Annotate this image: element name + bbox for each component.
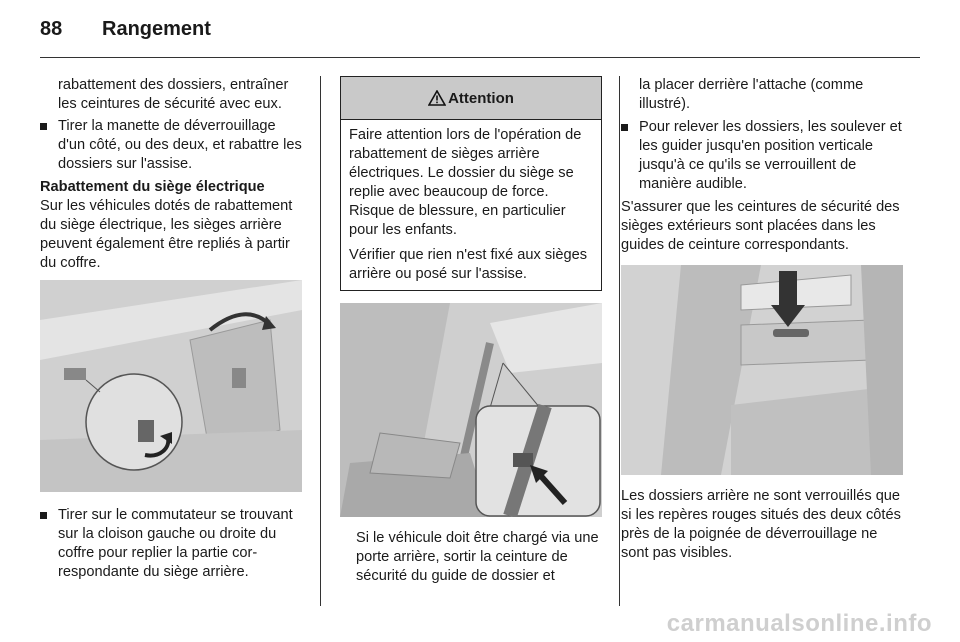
paragraph: S'assurer que les ceintures de sécurité des sièges extérieurs sont placées dans les guides de ceinture correspondants.	[621, 199, 900, 253]
attention-paragraph: Faire attention lors de l'opération de rabattement de sièges arrière électriques. Le dossier du siège se replie avec beaucoup de force. Risque de blessure, en particulier pour les enfants.	[349, 127, 582, 238]
warning-triangle-icon	[428, 90, 446, 106]
header-rule	[40, 57, 920, 58]
attention-header	[341, 77, 601, 120]
bullet-item: Tirer sur le commutateur se trouvant sur la cloison gauche ou droite du coffre pour replier la partie correspondante du siège arrière.	[40, 506, 304, 582]
continued-text: la placer derrière l'attache (comme illustré).	[639, 77, 864, 112]
paragraph: Les dossiers arrière ne sont verrouillés que si les repères rouges situés des deux côtés près de la poignée de déverrouillage ne sont pas visibles.	[621, 488, 901, 561]
attention-title: Attention	[448, 89, 514, 107]
page-title: Rangement	[102, 18, 211, 40]
page-header	[40, 18, 211, 41]
attention-box	[340, 76, 602, 291]
column-3	[621, 76, 903, 563]
figure-seatbelt-guide	[340, 303, 602, 517]
paragraph: Sur les véhicules dotés de rabattement du siège électrique, les sièges arrière peuvent également être repliés à partir du coffre.	[40, 198, 293, 271]
watermark: carmanualsonline.info	[666, 610, 932, 637]
bullet-item: Pour relever les dossiers, les soulever et les guider jusqu'en position verticale jusqu'à ce qu'ils se verrouillent de manière audible.	[621, 118, 903, 194]
column-divider-1	[320, 76, 321, 606]
page-number: 88	[40, 18, 63, 40]
column-divider-2	[619, 76, 620, 606]
bullet-square-icon	[621, 124, 628, 131]
subheading: Rabattement du siège électrique	[40, 179, 265, 195]
continued-text: rabattement des dossiers, entraîner les ceintures de sécurité avec eux.	[58, 77, 289, 112]
figure-caption: Si le véhicule doit être chargé via une porte arrière, sortir la ceinture de sécurité du guide de dossier et	[356, 530, 599, 584]
figure-trunk-switch	[40, 280, 302, 492]
attention-body	[341, 120, 601, 290]
bullet-item: Tirer la manette de déverrouillage d'un côté, ou des deux, et rabattre les dossiers sur l'assise.	[40, 117, 304, 174]
column-2	[340, 76, 602, 586]
bullet-square-icon	[40, 512, 47, 519]
figure-release-handle	[621, 265, 903, 475]
column-1	[40, 76, 304, 582]
attention-paragraph: Vérifier que rien n'est fixé aux sièges arrière ou posé sur l'assise.	[349, 247, 588, 282]
bullet-square-icon	[40, 123, 47, 130]
